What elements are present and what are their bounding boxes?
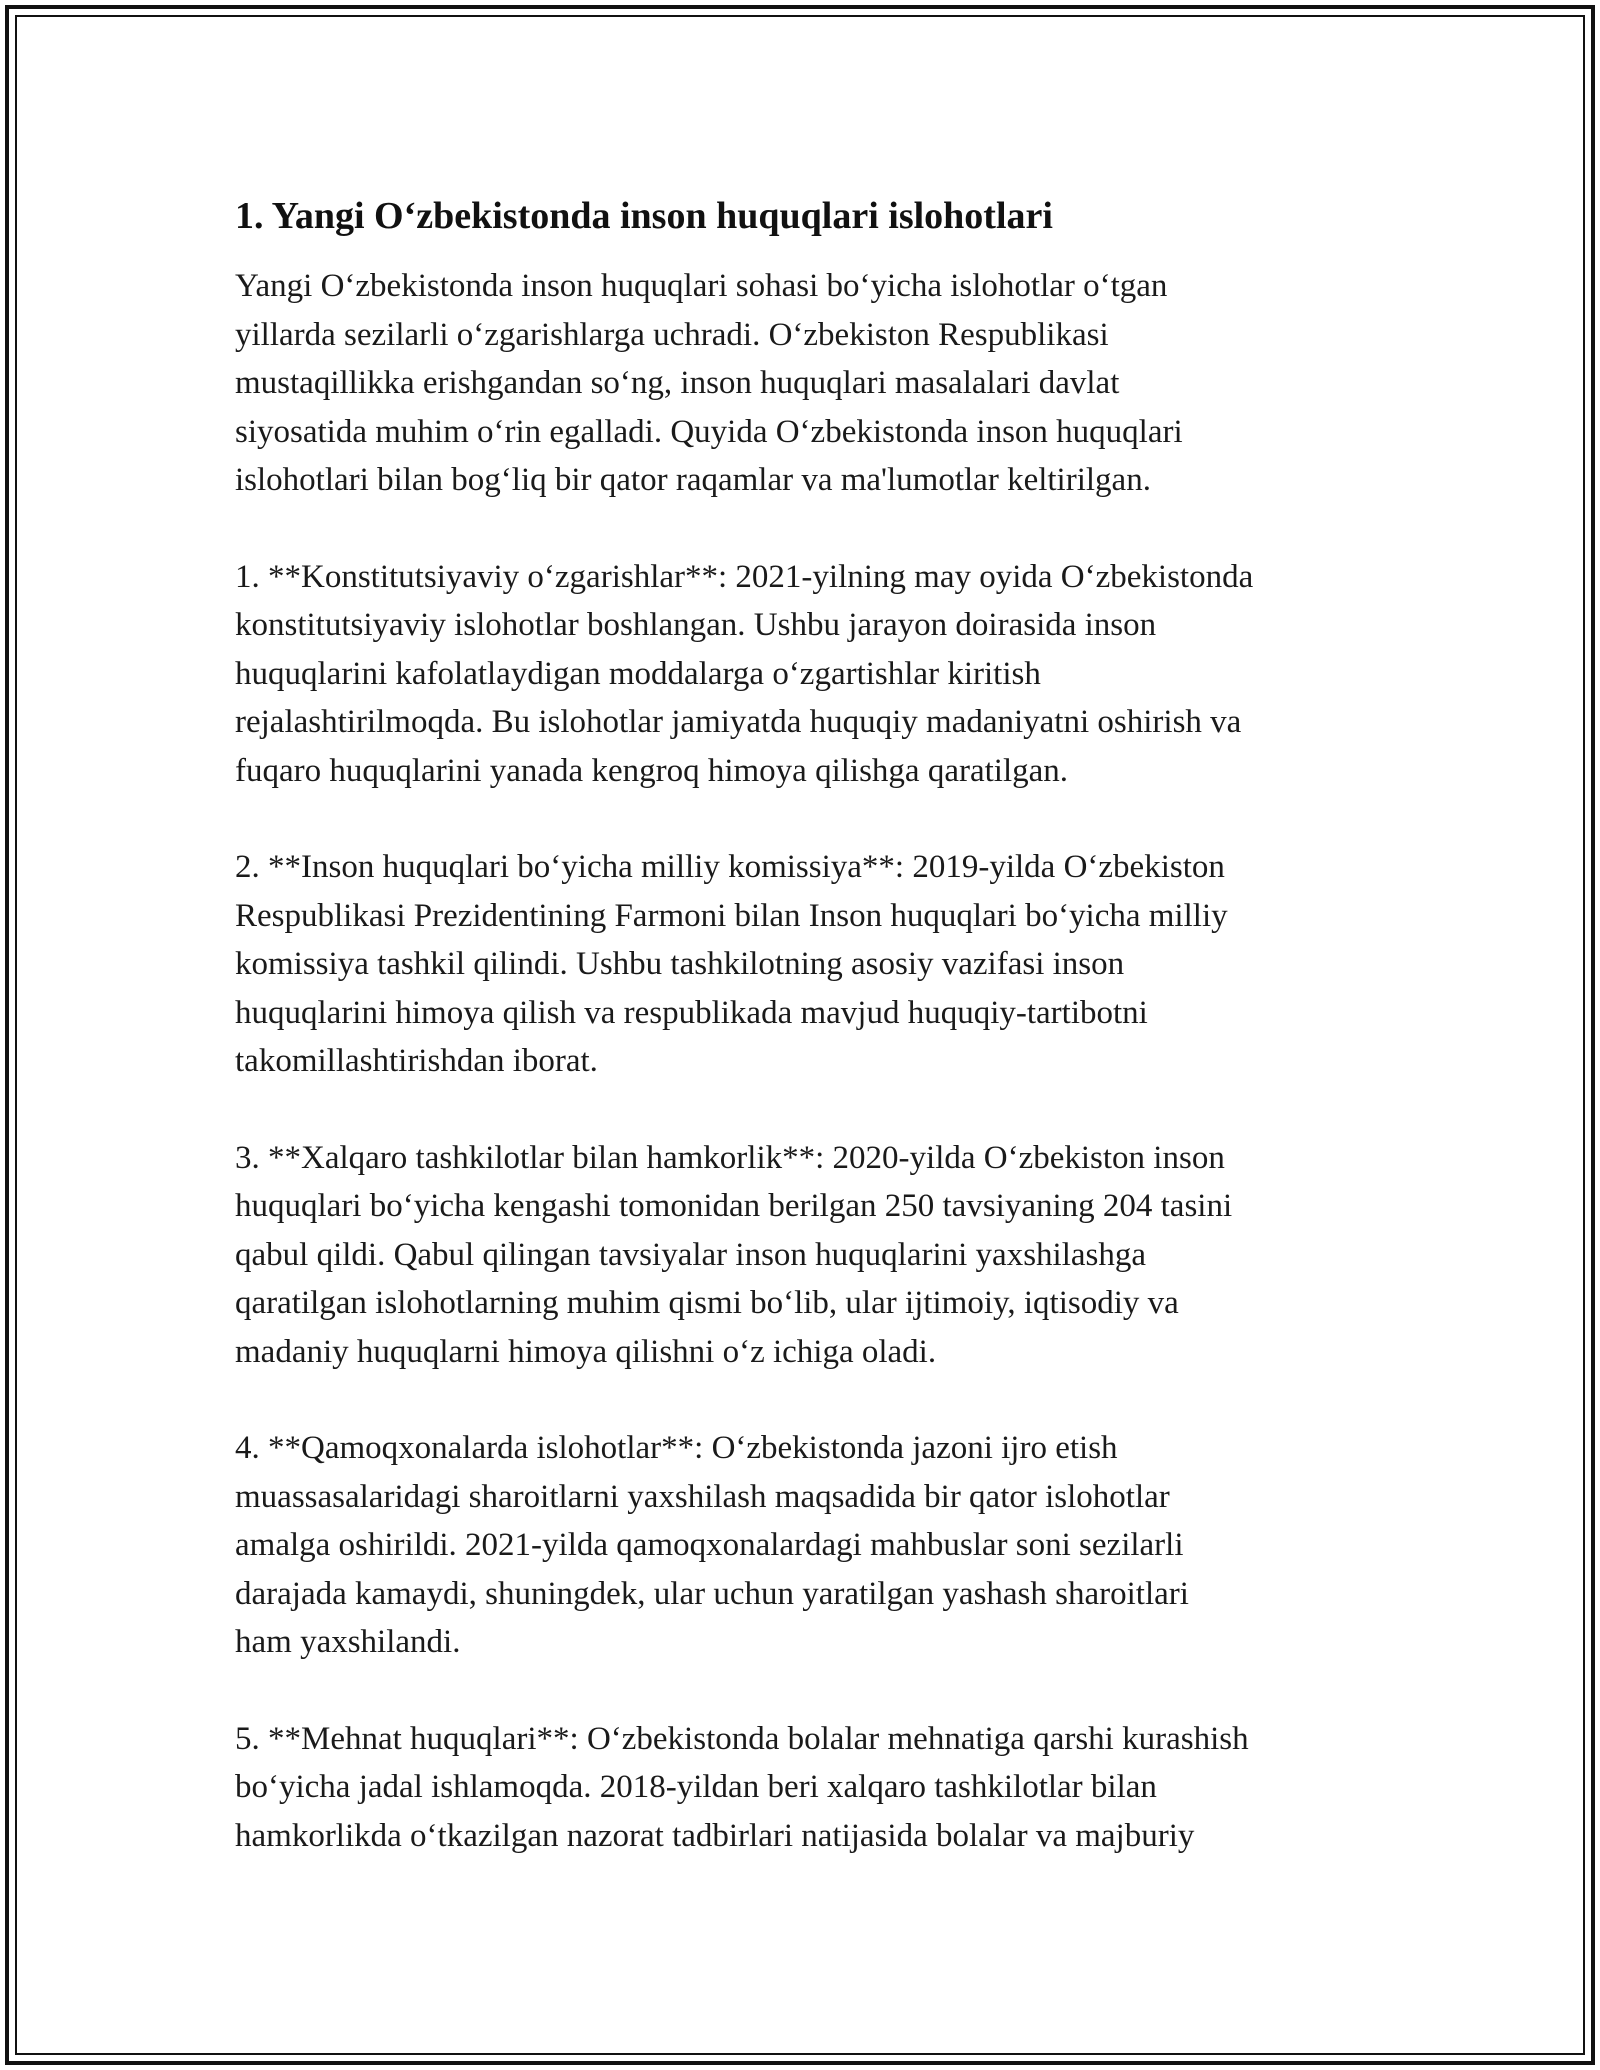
paragraph-national-commission: 2. **Inson huquqlari bo‘yicha milliy komissiya**: 2019-yilda O‘zbekiston Respublikasi Prezidentining Farmoni bilan Inson huquqlari bo‘yicha milliy komissiya tashkil qilindi. Ushbu tashkilotning asosiy vazifasi inson huquqlarini himoya qilish va respublikada mavjud huquqiy-tartibotni takomillashtirishdan iborat.	[235, 849, 1228, 1079]
paragraph-prison-reforms: 4. **Qamoqxonalarda islohotlar**: O‘zbekistonda jazoni ijro etish muassasalaridagi sharoitlarni yaxshilash maqsadida bir qator islohotlar amalga oshirildi. 2021-yilda qamoqxonalardagi mahbuslar soni sezilarli darajada kamaydi, shuningdek, ular uchun yaratilgan yashash sharoitlari ham yaxshilandi.	[235, 1430, 1189, 1660]
intro-paragraph: Yangi O‘zbekistonda inson huquqlari sohasi bo‘yicha islohotlar o‘tgan yillarda sezilarli o‘zgarishlarga uchradi. O‘zbekiston Respublikasi mustaqillikka erishgandan so‘ng, inson huquqlari masalalari davlat siyosatida muhim o‘rin egalladi. Quyida O‘zbekistonda inson huquqlari islohotlari bilan bog‘liq bir qator raqamlar va ma'lumotlar keltirilgan.	[235, 268, 1183, 498]
document-body	[235, 192, 1385, 1908]
section-heading: 1. Yangi O‘zbekistonda inson huquqlari islohotlari	[235, 195, 1053, 237]
paragraph-labor-rights: 5. **Mehnat huquqlari**: O‘zbekistonda bolalar mehnatiga qarshi kurashish bo‘yicha jadal ishlamoqda. 2018-yildan beri xalqaro tashkilotlar bilan hamkorlikda o‘tkazilgan nazorat tadbirlari natijasida bolalar va majburiy	[235, 1720, 1249, 1854]
paragraph-constitutional-changes: 1. **Konstitutsiyaviy o‘zgarishlar**: 2021-yilning may oyida O‘zbekistonda konstitutsiyaviy islohotlar boshlangan. Ushbu jarayon doirasida inson huquqlarini kafolatlaydigan moddalarga o‘zgartishlar kiritish rejalashtirilmoqda. Bu islohotlar jamiyatda huquqiy madaniyatni oshirish va fuqaro huquqlarini yanada kengroq himoya qilishga qaratilgan.	[235, 558, 1254, 789]
paragraph-international-cooperation: 3. **Xalqaro tashkilotlar bilan hamkorlik**: 2020-yilda O‘zbekiston inson huquqlari bo‘yicha kengashi tomonidan berilgan 250 tavsiyaning 204 tasini qabul qildi. Qabul qilingan tavsiyalar inson huquqlarini yaxshilashga qaratilgan islohotlarning muhim qismi bo‘lib, ular ijtimoiy, iqtisodiy va madaniy huquqlarni himoya qilishni o‘z ichiga oladi.	[235, 1139, 1233, 1370]
